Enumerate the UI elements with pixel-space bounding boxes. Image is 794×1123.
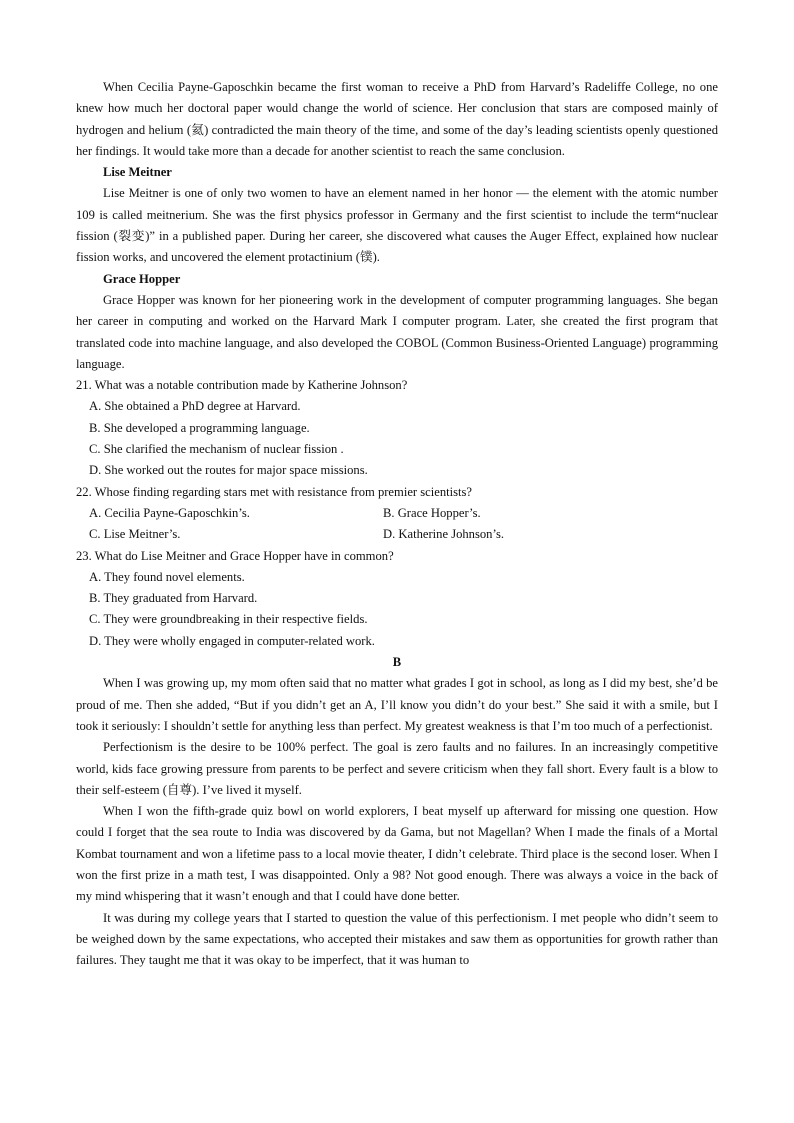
q23-option-c: C. They were groundbreaking in their respective fields. <box>89 612 368 627</box>
question-23: 23. What do Lise Meitner and Grace Hopper have in common? <box>76 548 394 563</box>
q23-option-a: A. They found novel elements. <box>89 569 245 584</box>
exam-page <box>76 77 718 971</box>
payne-paragraph: When Cecilia Payne-Gaposchkin became the first woman to receive a PhD from Harvard’s Radeliffe College, no one knew how much her doctoral paper would change the world of science. Her conclusion that stars are composed mainly of hydrogen and helium (氦) contradicted the main theory of the time, and some of the day’s leading scientists openly questioned her findings. It would take more than a decade for another scientist to reach the same conclusion. <box>76 80 718 158</box>
passage-b-paragraph-4: It was during my college years that I started to question the value of this perfectionism. I met people who didn’t seem to be weighed down by the same expectations, who accepted their mistakes and saw them as opportunities for growth rather than failures. They taught me that it was okay to be imperfect, that it was human to <box>76 910 718 968</box>
q21-option-a: A. She obtained a PhD degree at Harvard. <box>89 399 301 414</box>
q22-options-row-1 <box>76 503 718 524</box>
meitner-paragraph: Lise Meitner is one of only two women to have an element named in her honor — the element with the atomic number 109 is called meitnerium. She was the first physics professor in Germany and the first scientist to include the term“nuclear fission (裂变)” in a published paper. During her career, she discovered what causes the Auger Effect, explained how nuclear fission works, and uncovered the element protactinium (镤). <box>76 186 718 265</box>
q21-option-d: D. She worked out the routes for major space missions. <box>89 463 368 478</box>
passage-b-paragraph-2: Perfectionism is the desire to be 100% perfect. The goal is zero faults and no failures. In an increasingly competitive world, kids face growing pressure from parents to be perfect and severe criticism when they fall short. Every fault is a blow to their self-esteem (自尊). I’ve lived it myself. <box>76 740 718 797</box>
hopper-heading: Grace Hopper <box>103 271 181 286</box>
question-22: 22. Whose finding regarding stars met with resistance from premier scientists? <box>76 484 473 499</box>
q22-option-c: C. Lise Meitner’s. <box>89 527 181 542</box>
q22-option-a: A. Cecilia Payne-Gaposchkin’s. <box>89 505 250 520</box>
passage-b-paragraph-1: When I was growing up, my mom often said that no matter what grades I got in school, as long as I did my best, she’d be proud of me. Then she added, “But if you didn’t get an A, I’ll know you didn’t do your best.” She said it with a smile, but I took it seriously: I shouldn’t settle for anything less than perfect. My greatest weakness is that I’m too much of a perfectionist. <box>76 676 718 733</box>
q23-option-b: B. They graduated from Harvard. <box>89 591 258 606</box>
hopper-paragraph: Grace Hopper was known for her pioneering work in the development of computer programming languages. She began her career in computing and worked on the Harvard Mark I computer program. Later, she created the first program that translated code into machine language, and also developed the COBOL (Common Business-Oriented Language) programming language. <box>76 292 718 371</box>
q22-option-d: D. Katherine Johnson’s. <box>383 527 505 542</box>
q21-option-b: B. She developed a programming language. <box>89 420 310 435</box>
passage-b-paragraph-3: When I won the fifth-grade quiz bowl on world explorers, I beat myself up afterward for missing one question. How could I forget that the sea route to India was discovered by da Gama, but not Magellan? When I made the finals of a Mortal Kombat tournament and won a lifetime pass to a local movie theater, I didn’t celebrate. Third place is the second loser. When I won the first prize in a math test, I was disappointed. Only a 98? Not good enough. There was always a voice in the back of my mind whispering that it wasn’t enough and that I could have done better. <box>76 804 718 904</box>
meitner-heading: Lise Meitner <box>103 165 172 180</box>
section-b-label: B <box>392 655 402 670</box>
q22-option-b: B. Grace Hopper’s. <box>383 505 481 520</box>
q21-option-c: C. She clarified the mechanism of nuclear fission . <box>89 442 344 457</box>
q23-option-d: D. They were wholly engaged in computer-related work. <box>89 633 375 648</box>
question-21: 21. What was a notable contribution made by Katherine Johnson? <box>76 378 408 393</box>
q22-options-row-2 <box>76 524 718 545</box>
